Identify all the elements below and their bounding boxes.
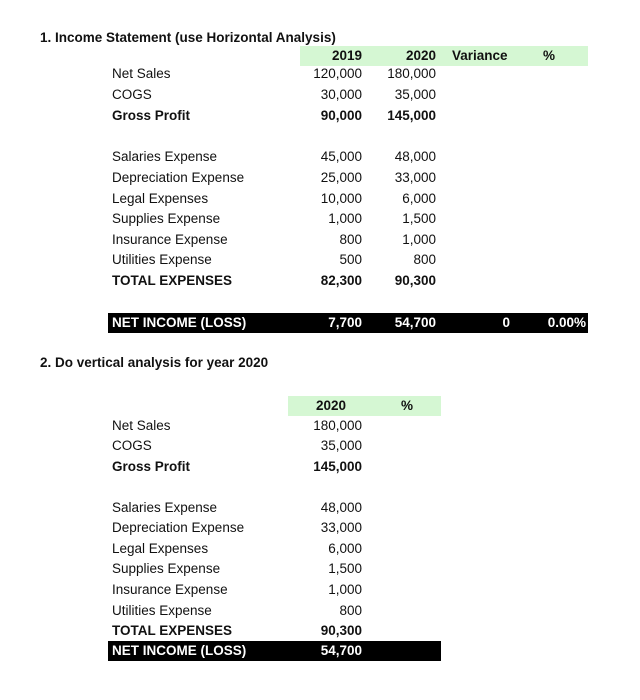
- section1-row-2020: 1,500: [402, 211, 436, 226]
- section1-row-label: Insurance Expense: [112, 232, 228, 247]
- net-income-variance: 0: [502, 315, 510, 330]
- section2-row-2020: 6,000: [328, 541, 362, 556]
- section2-row-label: Insurance Expense: [112, 582, 228, 597]
- section1-row-2019: 1,000: [328, 211, 362, 226]
- section2-row-label: Supplies Expense: [112, 561, 221, 576]
- section2-row-label: Gross Profit: [112, 459, 191, 474]
- section1-row-2019: 10,000: [320, 191, 362, 206]
- section2-row-label: Net Sales: [112, 418, 171, 433]
- section2-row-label: Utilities Expense: [112, 603, 212, 618]
- section1-row-2019: 500: [339, 252, 362, 267]
- section2-net-income-label: NET INCOME (LOSS): [112, 643, 247, 658]
- section1-title: 1. Income Statement (use Horizontal Analysis): [40, 30, 336, 45]
- header-2020: 2020: [405, 48, 436, 63]
- section2-row-2020: 35,000: [320, 438, 362, 453]
- section1-row-2019: 120,000: [313, 66, 362, 81]
- section1-row-2019: 45,000: [320, 149, 362, 164]
- section1-row-2020: 145,000: [387, 108, 436, 123]
- section1-row-2020: 1,000: [402, 232, 436, 247]
- section1-row-label: Salaries Expense: [112, 149, 218, 164]
- section2-row-2020: 145,000: [313, 459, 362, 474]
- section1-row-2019: 25,000: [320, 170, 362, 185]
- section1-row-2020: 35,000: [394, 87, 436, 102]
- section2-row-label: Salaries Expense: [112, 500, 218, 515]
- section1-row-label: TOTAL EXPENSES: [112, 273, 233, 288]
- section1-row-label: COGS: [112, 87, 152, 102]
- net-income-2019: 7,700: [328, 315, 362, 330]
- section1-row-label: Depreciation Expense: [112, 170, 245, 185]
- section1-row-label: Gross Profit: [112, 108, 191, 123]
- header-2019: 2019: [331, 48, 362, 63]
- section2-row-label: COGS: [112, 438, 152, 453]
- section2-row-2020: 1,500: [328, 561, 362, 576]
- section2-row-2020: 33,000: [320, 520, 362, 535]
- section1-row-2020: 800: [413, 252, 436, 267]
- section2-row-2020: 48,000: [320, 500, 362, 515]
- section2-row-2020: 1,000: [328, 582, 362, 597]
- net-income-label: NET INCOME (LOSS): [112, 315, 247, 330]
- section1-row-2019: 30,000: [320, 87, 362, 102]
- section2-row-2020: 90,300: [320, 623, 362, 638]
- section1-row-label: Supplies Expense: [112, 211, 221, 226]
- section1-row-2020: 6,000: [402, 191, 436, 206]
- section1-row-2020: 180,000: [387, 66, 436, 81]
- header-pct: %: [543, 48, 556, 63]
- net-income-pct: 0.00%: [547, 315, 586, 330]
- section1-row-2020: 90,300: [394, 273, 436, 288]
- net-income-2020: 54,700: [394, 315, 436, 330]
- section1-row-2020: 33,000: [394, 170, 436, 185]
- section1-row-2020: 48,000: [394, 149, 436, 164]
- section2-row-label: Depreciation Expense: [112, 520, 245, 535]
- section2-row-2020: 180,000: [313, 418, 362, 433]
- section1-row-2019: 90,000: [320, 108, 362, 123]
- section2-row-2020: 800: [339, 603, 362, 618]
- section1-row-label: Net Sales: [112, 66, 171, 81]
- section1-row-label: Utilities Expense: [112, 252, 212, 267]
- section2-row-label: Legal Expenses: [112, 541, 209, 556]
- section1-row-2019: 800: [339, 232, 362, 247]
- section1-row-2019: 82,300: [320, 273, 362, 288]
- section2-row-label: TOTAL EXPENSES: [112, 623, 233, 638]
- section1-row-label: Legal Expenses: [112, 191, 209, 206]
- section2-header-2020: 2020: [315, 398, 346, 413]
- section2-header-pct: %: [401, 398, 414, 413]
- section2-title: 2. Do vertical analysis for year 2020: [40, 355, 269, 370]
- header-variance: Variance: [452, 48, 508, 63]
- section2-net-income-2020: 54,700: [320, 643, 362, 658]
